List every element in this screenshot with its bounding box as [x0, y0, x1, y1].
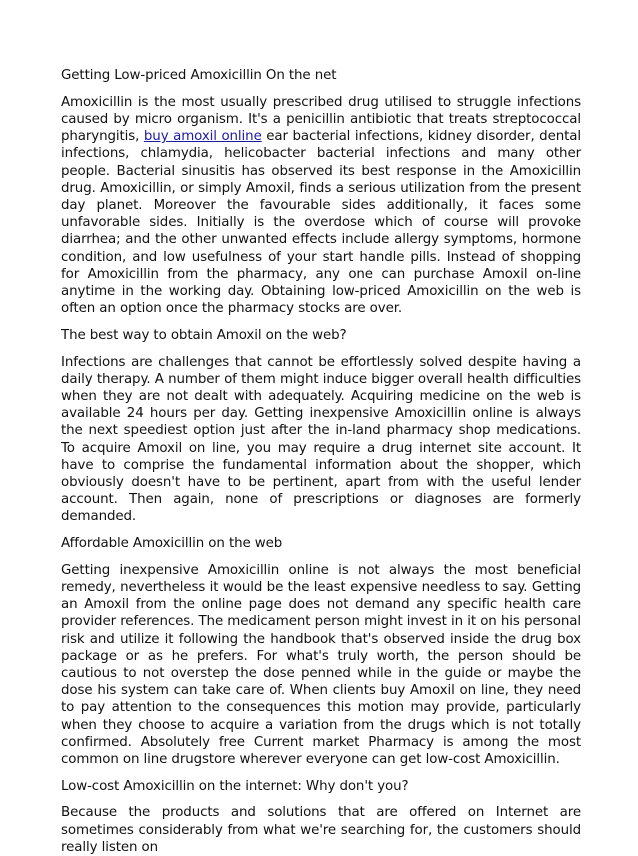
body-paragraph-2: Infections are challenges that cannot be effortlessly solved despite having a daily therapy. A number of them might induce bigger overall health difficulties when they are not dealt with adequately. Acquiring medicine on the web is available 24 hours per day. Getting inexpensive Amoxicillin online is always the next speediest option just after the in-land pharmacy shop medications. To acquire Amoxil on line, you may require a drug internet site account. It have to comprise the fundamental information about the shopper, which obviously doesn't have to be pertinent, apart from with the useful lender account. Then again, none of prescriptions or diagnoses are formerly demanded. — [61, 354, 581, 525]
document-title: Getting Low-priced Amoxicillin On the net — [61, 68, 337, 83]
body-paragraph-4: Because the products and solutions that are offered on Internet are sometimes considerably from what we're searching for, the customers should really listen on — [61, 805, 581, 855]
section-heading-3: Affordable Amoxicillin on the web — [61, 536, 283, 552]
section-heading-4: Low-cost Amoxicillin on the internet: Why don't you? — [61, 778, 409, 794]
body-paragraph-3: Getting inexpensive Amoxicillin online is not always the most beneficial remedy, nevertheless it would be the least expensive needless to say. Getting an Amoxil from the online page does not demand any specific health care provider references. The medicament person might invest in it on his personal risk and utilize it following the handbook that's observed inside the drug box package or as he prefers. For what's truly worth, the person should be cautious to not overstep the dose penned while in the guide or maybe the dose his system can take care of. When clients buy Amoxil on line, they need to pay attention to the consequences this motion may provide, particularly when they choose to acquire a variation from the drugs which is not totally confirmed. Absolutely free Current market Pharmacy is among the most common on line drugstore wherever everyone can get low-cost Amoxicillin. — [61, 562, 581, 768]
section-heading-2: The best way to obtain Amoxil on the web? — [61, 327, 347, 343]
paragraph-1-text-after-link: ear bacterial infections, kidney disorder, dental infections, chlamydia, helicobacter bacterial infections and many other people. Bacterial sinusitis has observed its best response in the Amoxicillin drug. Amoxicillin, or simply Amoxil, finds a serious utilization from the present day planet. Moreover the favourable sides additionally, it faces some unfavorable sides. Initially is the overdose which of course will provoke diarrhea; and the other unwanted effects include allergy symptoms, hormone condition, and low usefulness of your start handle pills. Instead of shopping for Amoxicillin from the pharmacy, any one can purchase Amoxil on-line anytime in the working day. Obtaining low-priced Amoxicillin on the web is often an option once the pharmacy stocks are over. — [61, 129, 581, 317]
document-body — [61, 67, 581, 856]
buy-amoxil-online-link[interactable]: buy amoxil online — [143, 129, 262, 145]
body-paragraph-1 — [61, 94, 581, 318]
paragraph-1-text-before-link: Amoxicillin is the most usually prescribed drug utilised to struggle infections caused by micro organism. It's a penicillin antibiotic that treats streptococcal pharyngitis, — [61, 94, 581, 145]
